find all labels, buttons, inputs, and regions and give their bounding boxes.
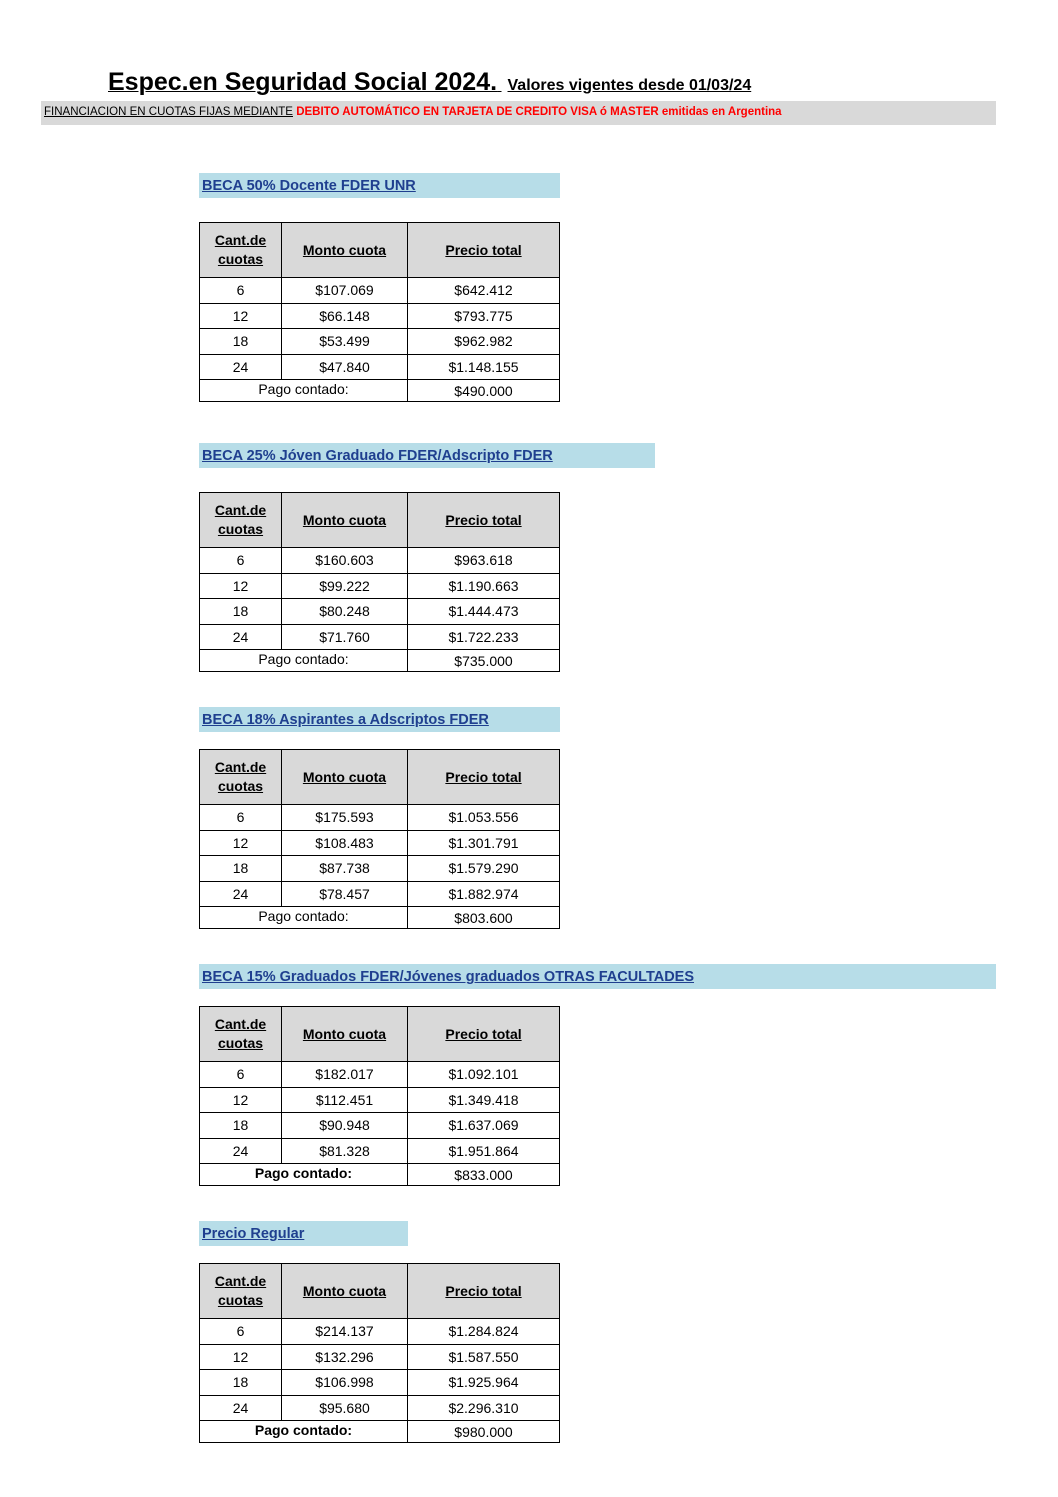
- header-monto: Monto cuota: [282, 1007, 408, 1062]
- cell-monto: $132.296: [282, 1344, 408, 1370]
- table-header-row: [200, 1007, 560, 1062]
- cell-total: $1.722.233: [408, 624, 560, 650]
- header-cuotas: Cant.de cuotas: [200, 1264, 282, 1319]
- cell-monto: $78.457: [282, 881, 408, 907]
- section-title-beca-50: [199, 173, 560, 198]
- contado-value: $803.600: [408, 907, 560, 929]
- cell-monto: $107.069: [282, 278, 408, 304]
- title-main: Espec.en Seguridad Social 2024.: [108, 68, 498, 96]
- cell-total: $962.982: [408, 329, 560, 355]
- section-title-beca-15: [199, 964, 996, 989]
- cell-monto: $90.948: [282, 1113, 408, 1139]
- table-row: [200, 1087, 560, 1113]
- header-cuotas: Cant.de cuotas: [200, 223, 282, 278]
- header-cuotas: Cant.de cuotas: [200, 750, 282, 805]
- cell-monto: $99.222: [282, 573, 408, 599]
- contado-label: Pago contado:: [200, 380, 408, 402]
- contado-value: $980.000: [408, 1421, 560, 1443]
- header-cuotas: Cant.de cuotas: [200, 493, 282, 548]
- header-total: Precio total: [408, 1007, 560, 1062]
- table-row: [200, 1319, 560, 1345]
- header-total: Precio total: [408, 493, 560, 548]
- price-table-precio-regular: [199, 1263, 560, 1443]
- table-row: [200, 573, 560, 599]
- cell-total: $1.637.069: [408, 1113, 560, 1139]
- price-table-beca-25: [199, 492, 560, 672]
- cell-monto: $71.760: [282, 624, 408, 650]
- title-subtitle: Valores vigentes desde 01/03/24: [507, 77, 752, 94]
- cell-cuotas: 18: [200, 1113, 282, 1139]
- cell-monto: $80.248: [282, 599, 408, 625]
- section-title-text: BECA 18% Aspirantes a Adscriptos FDER: [202, 712, 489, 728]
- table-row: [200, 354, 560, 380]
- cell-monto: $87.738: [282, 856, 408, 882]
- cell-total: $1.301.791: [408, 830, 560, 856]
- header-monto: Monto cuota: [282, 223, 408, 278]
- price-table-beca-50: [199, 222, 560, 402]
- section-title-beca-25: [199, 443, 655, 468]
- section-title-text: BECA 15% Graduados FDER/Jóvenes graduados OTRAS FACULTADES: [202, 969, 695, 985]
- cell-cuotas: 6: [200, 548, 282, 574]
- contado-label: Pago contado:: [200, 1164, 408, 1186]
- table-row: [200, 1113, 560, 1139]
- cell-cuotas: 18: [200, 856, 282, 882]
- cell-total: $793.775: [408, 303, 560, 329]
- cell-cuotas: 12: [200, 1087, 282, 1113]
- table-row: [200, 1062, 560, 1088]
- cell-cuotas: 24: [200, 1138, 282, 1164]
- contado-row: [200, 1421, 560, 1443]
- cell-cuotas: 12: [200, 303, 282, 329]
- contado-label: Pago contado:: [200, 1421, 408, 1443]
- cell-total: $1.587.550: [408, 1344, 560, 1370]
- contado-label: Pago contado:: [200, 907, 408, 929]
- contado-row: [200, 1164, 560, 1186]
- cell-total: $963.618: [408, 548, 560, 574]
- header-total: Precio total: [408, 1264, 560, 1319]
- contado-label: Pago contado:: [200, 650, 408, 672]
- price-table-beca-18: [199, 749, 560, 929]
- table-row: [200, 278, 560, 304]
- cell-monto: $95.680: [282, 1395, 408, 1421]
- cell-total: $642.412: [408, 278, 560, 304]
- table-row: [200, 881, 560, 907]
- section-title-beca-18: [199, 707, 560, 732]
- cell-monto: $66.148: [282, 303, 408, 329]
- contado-value: $833.000: [408, 1164, 560, 1186]
- cell-cuotas: 24: [200, 881, 282, 907]
- table-row: [200, 303, 560, 329]
- cell-total: $1.444.473: [408, 599, 560, 625]
- cell-monto: $106.998: [282, 1370, 408, 1396]
- table-row: [200, 805, 560, 831]
- cell-monto: $182.017: [282, 1062, 408, 1088]
- contado-value: $490.000: [408, 380, 560, 402]
- contado-value: $735.000: [408, 650, 560, 672]
- section-title-text: Precio Regular: [202, 1226, 305, 1242]
- cell-cuotas: 18: [200, 599, 282, 625]
- section-title-text: BECA 25% Jóven Graduado FDER/Adscripto FDER: [202, 448, 553, 464]
- header-monto: Monto cuota: [282, 750, 408, 805]
- cell-cuotas: 24: [200, 354, 282, 380]
- banner-highlight: DEBITO AUTOMÁTICO EN TARJETA DE CREDITO VISA ó MASTER emitidas en Argentina: [296, 106, 782, 118]
- cell-cuotas: 6: [200, 1319, 282, 1345]
- table-row: [200, 830, 560, 856]
- cell-total: $1.349.418: [408, 1087, 560, 1113]
- cell-cuotas: 24: [200, 624, 282, 650]
- cell-total: $1.190.663: [408, 573, 560, 599]
- cell-cuotas: 6: [200, 278, 282, 304]
- table-row: [200, 856, 560, 882]
- table-row: [200, 329, 560, 355]
- cell-total: $1.053.556: [408, 805, 560, 831]
- banner-prefix: FINANCIACION EN CUOTAS FIJAS MEDIANTE: [44, 106, 293, 118]
- cell-monto: $53.499: [282, 329, 408, 355]
- cell-cuotas: 12: [200, 573, 282, 599]
- table-row: [200, 624, 560, 650]
- financing-banner: [41, 101, 996, 125]
- cell-total: $1.284.824: [408, 1319, 560, 1345]
- cell-monto: $47.840: [282, 354, 408, 380]
- cell-total: $1.092.101: [408, 1062, 560, 1088]
- cell-cuotas: 18: [200, 329, 282, 355]
- header-cuotas: Cant.de cuotas: [200, 1007, 282, 1062]
- table-header-row: [200, 750, 560, 805]
- table-header-row: [200, 1264, 560, 1319]
- cell-total: $1.148.155: [408, 354, 560, 380]
- table-header-row: [200, 493, 560, 548]
- table-row: [200, 548, 560, 574]
- cell-total: $1.579.290: [408, 856, 560, 882]
- contado-row: [200, 650, 560, 672]
- contado-row: [200, 380, 560, 402]
- table-row: [200, 599, 560, 625]
- cell-monto: $160.603: [282, 548, 408, 574]
- cell-total: $1.882.974: [408, 881, 560, 907]
- cell-total: $2.296.310: [408, 1395, 560, 1421]
- header-total: Precio total: [408, 750, 560, 805]
- cell-total: $1.925.964: [408, 1370, 560, 1396]
- contado-row: [200, 907, 560, 929]
- cell-monto: $112.451: [282, 1087, 408, 1113]
- header-monto: Monto cuota: [282, 493, 408, 548]
- table-row: [200, 1138, 560, 1164]
- table-row: [200, 1344, 560, 1370]
- header-total: Precio total: [408, 223, 560, 278]
- cell-monto: $214.137: [282, 1319, 408, 1345]
- header-monto: Monto cuota: [282, 1264, 408, 1319]
- cell-cuotas: 6: [200, 805, 282, 831]
- table-header-row: [200, 223, 560, 278]
- table-row: [200, 1370, 560, 1396]
- cell-cuotas: 12: [200, 830, 282, 856]
- cell-cuotas: 12: [200, 1344, 282, 1370]
- cell-cuotas: 6: [200, 1062, 282, 1088]
- section-title-precio-regular: [199, 1221, 408, 1246]
- cell-cuotas: 24: [200, 1395, 282, 1421]
- cell-monto: $81.328: [282, 1138, 408, 1164]
- cell-total: $1.951.864: [408, 1138, 560, 1164]
- cell-cuotas: 18: [200, 1370, 282, 1396]
- section-title-text: BECA 50% Docente FDER UNR: [202, 178, 416, 194]
- cell-monto: $108.483: [282, 830, 408, 856]
- price-table-beca-15: [199, 1006, 560, 1186]
- table-row: [200, 1395, 560, 1421]
- cell-monto: $175.593: [282, 805, 408, 831]
- page-title: [108, 68, 751, 97]
